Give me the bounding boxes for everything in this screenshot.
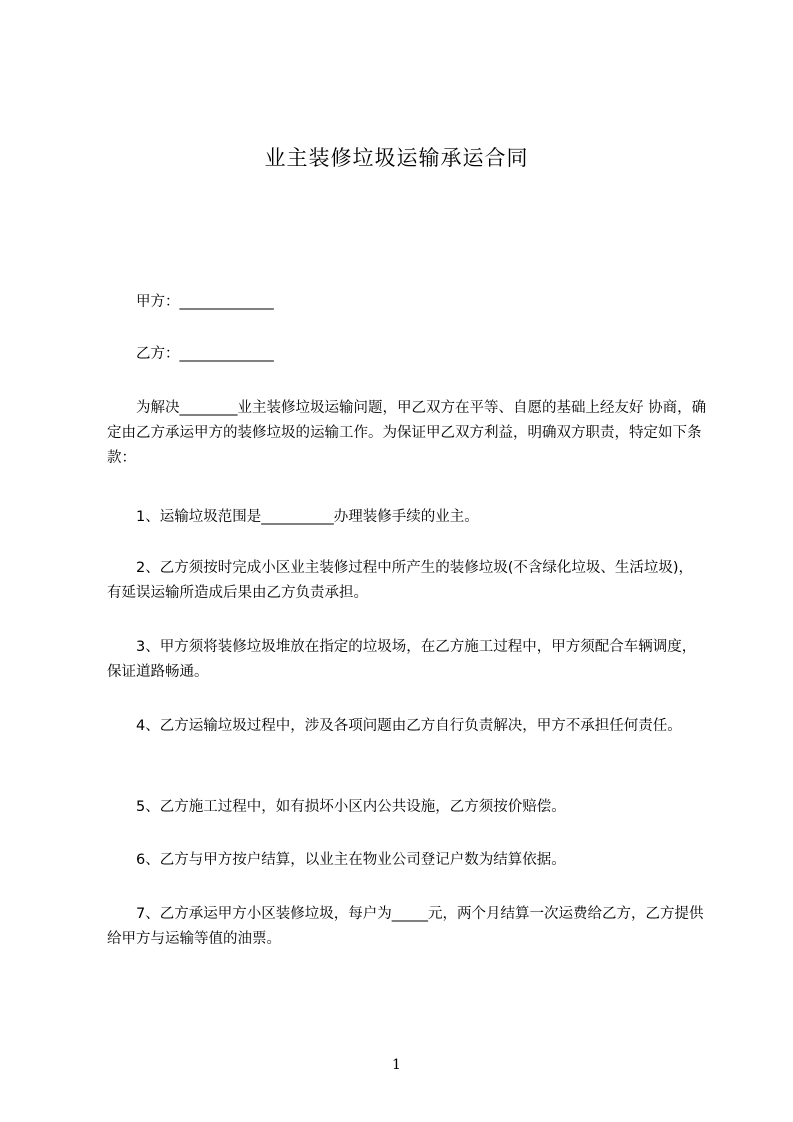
clause-7-text: 7、乙方承运甲方小区装修垃圾，每户为_____元，两个月结算一次运费给乙方，乙方提供给甲方与运输等值的油票。 [107,906,704,947]
intro-text: 为解决________业主装修垃圾运输问题，甲乙双方在平等、自愿的基础上经友好 协商，确定由乙方承运甲方的装修垃圾的运输工作。为保证甲乙双方利益，明确双方职责，特定如下条款： [107,400,707,466]
clause-1 [107,505,707,530]
clause-6 [107,848,707,873]
intro-paragraph [107,396,707,471]
party-b-line [107,342,707,367]
party-b-text: 乙方：_____________ [136,346,274,362]
party-a-text: 甲方：_____________ [136,294,274,310]
party-a-line [107,290,707,315]
clause-1-text: 1、运输垃圾范围是__________办理装修手续的业主。 [136,509,479,525]
clause-2-text: 2、乙方须按时完成小区业主装修过程中所产生的装修垃圾(不含绿化垃圾、生活垃圾)，有延误运输所造成后果由乙方负责承担。 [107,560,694,601]
clause-4 [107,714,707,739]
clause-6-text: 6、乙方与甲方按户结算，以业主在物业公司登记户数为结算依据。 [136,852,566,868]
page-number: 1 [392,1057,401,1073]
clause-3-text: 3、甲方须将装修垃圾堆放在指定的垃圾场，在乙方施工过程中，甲方须配合车辆调度，保证道路畅通。 [107,639,697,680]
clause-7 [107,902,707,952]
document-title: 业主装修垃圾运输承运合同 [264,146,529,170]
clause-5-text: 5、乙方施工过程中，如有损坏小区内公共设施，乙方须按价赔偿。 [136,799,566,815]
clause-3 [107,635,707,685]
clause-4-text: 4、乙方运输垃圾过程中，涉及各项问题由乙方自行负责解决，甲方不承担任何责任。 [136,718,682,734]
clause-2 [107,556,707,606]
clause-5 [107,795,707,820]
